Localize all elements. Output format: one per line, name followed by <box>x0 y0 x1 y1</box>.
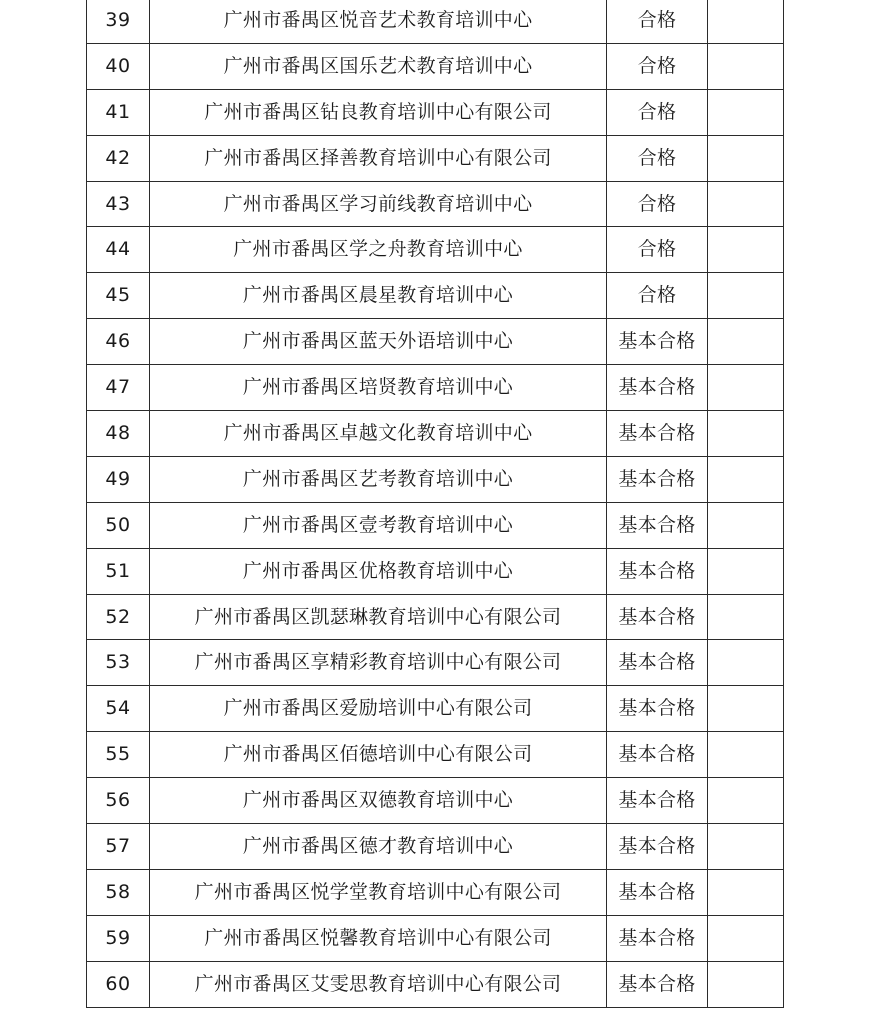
evaluation-result-cell: 基本合格 <box>607 365 708 411</box>
institution-name-cell: 广州市番禺区培贤教育培训中心 <box>150 365 607 411</box>
evaluation-result-cell: 基本合格 <box>607 502 708 548</box>
evaluation-result-cell: 基本合格 <box>607 915 708 961</box>
row-number-cell: 59 <box>87 915 150 961</box>
institution-name-cell: 广州市番禺区艾雯思教育培训中心有限公司 <box>150 961 607 1007</box>
evaluation-result-cell: 合格 <box>607 135 708 181</box>
remarks-cell <box>708 732 784 778</box>
evaluation-result-cell: 基本合格 <box>607 961 708 1007</box>
remarks-cell <box>708 824 784 870</box>
table-row <box>87 824 784 870</box>
remarks-cell <box>708 273 784 319</box>
evaluation-result-cell: 合格 <box>607 0 708 43</box>
row-number-cell: 47 <box>87 365 150 411</box>
evaluation-result-cell: 合格 <box>607 181 708 227</box>
institution-name-cell: 广州市番禺区卓越文化教育培训中心 <box>150 411 607 457</box>
remarks-cell <box>708 365 784 411</box>
evaluation-result-cell: 合格 <box>607 43 708 89</box>
institution-name-cell: 广州市番禺区择善教育培训中心有限公司 <box>150 135 607 181</box>
table-row <box>87 732 784 778</box>
row-number-cell: 48 <box>87 411 150 457</box>
results-table <box>86 0 784 1008</box>
evaluation-result-cell: 基本合格 <box>607 548 708 594</box>
table-row <box>87 181 784 227</box>
row-number-cell: 60 <box>87 961 150 1007</box>
row-number-cell: 45 <box>87 273 150 319</box>
table-row <box>87 961 784 1007</box>
evaluation-result-cell: 基本合格 <box>607 640 708 686</box>
remarks-cell <box>708 502 784 548</box>
evaluation-result-cell: 基本合格 <box>607 594 708 640</box>
evaluation-result-cell: 合格 <box>607 227 708 273</box>
institution-name-cell: 广州市番禺区悦音艺术教育培训中心 <box>150 0 607 43</box>
remarks-cell <box>708 0 784 43</box>
table-row <box>87 43 784 89</box>
remarks-cell <box>708 411 784 457</box>
row-number-cell: 40 <box>87 43 150 89</box>
row-number-cell: 39 <box>87 0 150 43</box>
remarks-cell <box>708 227 784 273</box>
remarks-cell <box>708 778 784 824</box>
evaluation-result-cell: 基本合格 <box>607 456 708 502</box>
row-number-cell: 53 <box>87 640 150 686</box>
evaluation-result-cell: 基本合格 <box>607 778 708 824</box>
remarks-cell <box>708 319 784 365</box>
table-row <box>87 411 784 457</box>
institution-name-cell: 广州市番禺区德才教育培训中心 <box>150 824 607 870</box>
row-number-cell: 51 <box>87 548 150 594</box>
evaluation-result-cell: 基本合格 <box>607 411 708 457</box>
table-row <box>87 319 784 365</box>
evaluation-result-cell: 合格 <box>607 273 708 319</box>
institution-name-cell: 广州市番禺区优格教育培训中心 <box>150 548 607 594</box>
remarks-cell <box>708 594 784 640</box>
evaluation-result-cell: 合格 <box>607 89 708 135</box>
remarks-cell <box>708 640 784 686</box>
institution-name-cell: 广州市番禺区钻良教育培训中心有限公司 <box>150 89 607 135</box>
institution-name-cell: 广州市番禺区悦馨教育培训中心有限公司 <box>150 915 607 961</box>
remarks-cell <box>708 869 784 915</box>
table-row <box>87 640 784 686</box>
row-number-cell: 56 <box>87 778 150 824</box>
table-row <box>87 273 784 319</box>
institution-name-cell: 广州市番禺区壹考教育培训中心 <box>150 502 607 548</box>
remarks-cell <box>708 686 784 732</box>
evaluation-result-cell: 基本合格 <box>607 824 708 870</box>
institution-name-cell: 广州市番禺区悦学堂教育培训中心有限公司 <box>150 869 607 915</box>
remarks-cell <box>708 456 784 502</box>
table-row <box>87 915 784 961</box>
evaluation-result-cell: 基本合格 <box>607 319 708 365</box>
remarks-cell <box>708 135 784 181</box>
table-row <box>87 456 784 502</box>
row-number-cell: 54 <box>87 686 150 732</box>
institution-name-cell: 广州市番禺区双德教育培训中心 <box>150 778 607 824</box>
table-row <box>87 89 784 135</box>
institution-name-cell: 广州市番禺区艺考教育培训中心 <box>150 456 607 502</box>
institution-name-cell: 广州市番禺区蓝天外语培训中心 <box>150 319 607 365</box>
institution-name-cell: 广州市番禺区晨星教育培训中心 <box>150 273 607 319</box>
table-row <box>87 594 784 640</box>
row-number-cell: 41 <box>87 89 150 135</box>
table-row <box>87 502 784 548</box>
row-number-cell: 50 <box>87 502 150 548</box>
row-number-cell: 55 <box>87 732 150 778</box>
row-number-cell: 44 <box>87 227 150 273</box>
remarks-cell <box>708 181 784 227</box>
institution-name-cell: 广州市番禺区佰德培训中心有限公司 <box>150 732 607 778</box>
results-table-body <box>87 0 784 1007</box>
remarks-cell <box>708 915 784 961</box>
row-number-cell: 43 <box>87 181 150 227</box>
row-number-cell: 57 <box>87 824 150 870</box>
evaluation-result-cell: 基本合格 <box>607 869 708 915</box>
row-number-cell: 49 <box>87 456 150 502</box>
remarks-cell <box>708 961 784 1007</box>
institution-name-cell: 广州市番禺区享精彩教育培训中心有限公司 <box>150 640 607 686</box>
table-row <box>87 227 784 273</box>
evaluation-result-cell: 基本合格 <box>607 686 708 732</box>
table-row <box>87 778 784 824</box>
table-row <box>87 548 784 594</box>
row-number-cell: 52 <box>87 594 150 640</box>
table-row <box>87 0 784 43</box>
table-row <box>87 869 784 915</box>
row-number-cell: 46 <box>87 319 150 365</box>
remarks-cell <box>708 89 784 135</box>
table-row <box>87 686 784 732</box>
row-number-cell: 42 <box>87 135 150 181</box>
evaluation-result-cell: 基本合格 <box>607 732 708 778</box>
institution-name-cell: 广州市番禺区学之舟教育培训中心 <box>150 227 607 273</box>
institution-name-cell: 广州市番禺区爱励培训中心有限公司 <box>150 686 607 732</box>
remarks-cell <box>708 548 784 594</box>
row-number-cell: 58 <box>87 869 150 915</box>
institution-name-cell: 广州市番禺区国乐艺术教育培训中心 <box>150 43 607 89</box>
remarks-cell <box>708 43 784 89</box>
institution-name-cell: 广州市番禺区学习前线教育培训中心 <box>150 181 607 227</box>
table-row <box>87 135 784 181</box>
institution-name-cell: 广州市番禺区凯瑟琳教育培训中心有限公司 <box>150 594 607 640</box>
table-row <box>87 365 784 411</box>
